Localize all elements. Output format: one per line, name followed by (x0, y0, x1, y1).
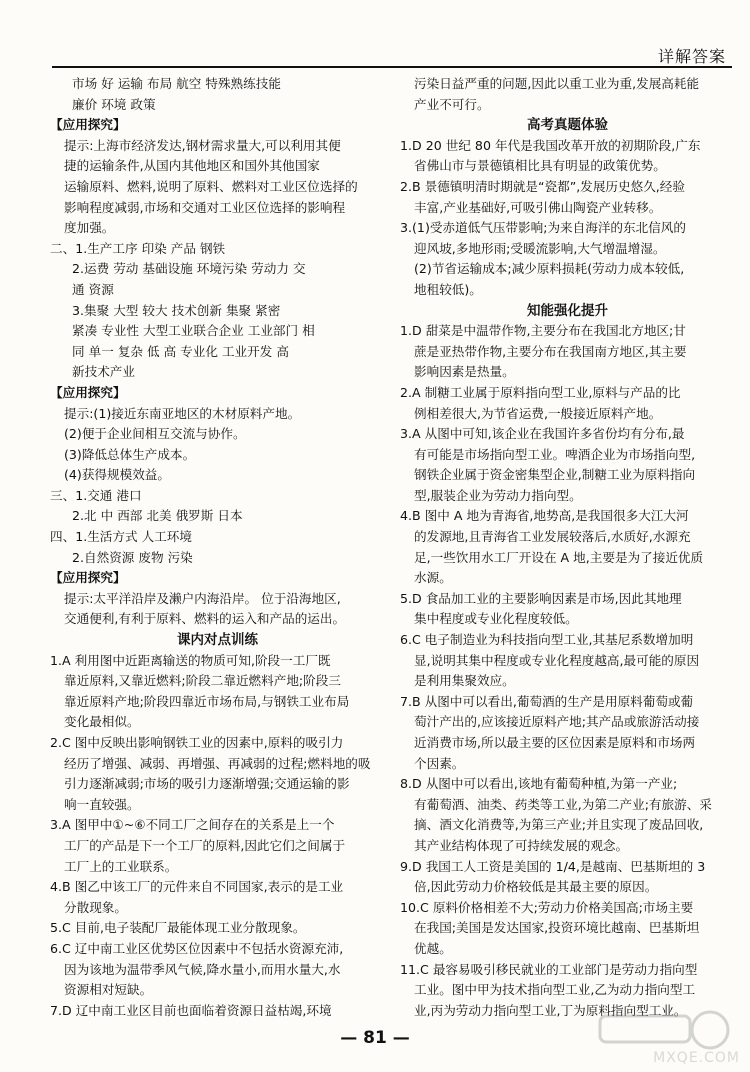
watermark-text: MXQE.COM (653, 1050, 740, 1066)
page-header-title: 详解答案 (657, 47, 726, 66)
text-line: 分散现象。 (64, 899, 127, 915)
text-line: 11.C 最容易吸引移民就业的工业部门是劳动力指向型 (400, 961, 698, 977)
text-line: 工业。图中甲为技术指向型工业,乙为动力指向型工 (414, 982, 696, 998)
text-line: 近消费市场,所以最主要的区位因素是原料和市场两 (414, 735, 696, 750)
text-line: 运输原料、燃料,说明了原料、燃料对工业区位选择的 (64, 178, 358, 194)
text-line: (2)节省运输成本;减少原料损耗(劳动力成本较低, (414, 261, 685, 277)
left-column (50, 74, 385, 1021)
text-line: 工厂上的工业联系。 (64, 858, 178, 874)
text-line: 2.A 制糖工业属于原料指向型工业,原料与产品的比 (400, 384, 681, 400)
text-line: 4.B 图中 A 地为青海省,地势高,是我国很多大江大河 (400, 508, 689, 524)
text-line: 1.D 甜菜是中温带作物,主要分布在我国北方地区;甘 (400, 323, 686, 339)
text-line: 是利用集聚效应。 (414, 673, 515, 689)
text-line: 市场 好 运输 布局 航空 特殊熟练技能 (72, 76, 281, 91)
text-line: 2.B 景德镇明清时期就是“瓷都”,发展历史悠久,经验 (400, 178, 685, 194)
text-line: 经历了增强、减弱、再增强、再减弱的过程;燃料地的吸 (64, 755, 371, 771)
text-line: 资源相对短缺。 (64, 982, 153, 998)
text-line: 10.C 原料价格相差不大;劳动力价格美国高;市场主要 (400, 899, 694, 915)
text-line: 提示:上海市经济发达,钢材需求量大,可以利用其便 (64, 137, 341, 153)
text-line: 4.B 图乙中该工厂的元件来自不同国家,表示的是工业 (50, 879, 344, 895)
section-heading: 高考真题体验 (527, 117, 608, 134)
text-line: 优越。 (414, 940, 452, 956)
text-line: 因为该地为温带季风气候,降水量小,而用水量大,水 (64, 961, 341, 977)
text-line: 7.D 辽中南工业区目前也面临着资源日益枯竭,环境 (50, 1002, 332, 1018)
text-line: 5.D 食品加工业的主要影响因素是市场,因此其地理 (400, 590, 682, 606)
text-line: 【应用探究】 (50, 570, 126, 586)
text-line: 工厂的产品是下一个工厂的原料,因此它们之间属于 (64, 837, 346, 853)
watermark-logo (590, 1008, 740, 1068)
text-line: 水源。 (414, 570, 452, 586)
text-line: 8.D 从图中可以看出,该地有葡萄种植,为第一产业; (400, 776, 678, 792)
text-line: 通 资源 (72, 281, 114, 297)
text-line: 萄汁产出的,应该接近原料产地;其产品或旅游活动接 (414, 714, 700, 730)
text-line: 蔗是亚热带作物,主要分布在我国南方地区,其主要 (414, 343, 687, 359)
text-line: 摘、酒文化消费等,为第三产业;并且实现了废品回收, (414, 817, 704, 833)
text-line: 【应用探究】 (50, 117, 126, 133)
text-line: 个因素。 (414, 755, 465, 771)
text-line: 足,一些饮用水工厂开设在 A 地,主要是为了接近优质 (414, 549, 704, 565)
text-line: 省佛山市与景德镇相比具有明显的政策优势。 (414, 158, 666, 174)
text-line: 3.集聚 大型 较大 技术创新 集聚 紧密 (72, 302, 281, 318)
text-line: 6.C 电子制造业为科技指向型工业,其基尼系数增加明 (400, 632, 694, 648)
text-line: 响一直较强。 (64, 796, 140, 812)
text-line: 6.C 辽中南工业区优势区位因素中不包括水资源充沛, (50, 940, 344, 956)
text-line: 产业不可行。 (414, 96, 490, 112)
page-number: — 81 — (340, 1028, 410, 1048)
text-line: 提示:(1)接近东南亚地区的木材原料产地。 (64, 405, 301, 421)
text-line: 其产业结构体现了可持续发展的观念。 (414, 837, 629, 853)
text-line: 例相差很大,为节省运费,一般接近原料产地。 (414, 405, 662, 421)
text-line: 提示:太平洋沿岸及濑户内海沿岸。 位于沿海地区, (64, 590, 341, 606)
text-line: 2.自然资源 废物 污染 (72, 549, 193, 565)
right-column (400, 74, 735, 1021)
text-line: 的发源地,且青海省工业发展较落后,水质好,水源充 (414, 529, 691, 545)
text-line: 交通便利,有利于原料、燃料的运入和产品的运出。 (64, 611, 346, 627)
text-line: 污染日益严重的问题,因此以重工业为重,发展高耗能 (414, 76, 700, 91)
text-line: 新技术产业 (72, 364, 135, 380)
text-line: (2)便于企业间相互交流与协作。 (64, 426, 246, 442)
text-line: 度加强。 (64, 220, 115, 236)
text-line: 在我国;美国是发达国家,投资环境比越南、巴基斯坦 (414, 920, 700, 936)
text-line: 倍,因此劳动力价格较低是其最主要的原因。 (414, 879, 658, 895)
text-line: 【应用探究】 (50, 384, 126, 400)
text-line: 四、1.生活方式 人工环境 (50, 529, 192, 545)
text-line: 2.C 图中反映出影响钢铁工业的因素中,原料的吸引力 (50, 735, 344, 750)
text-line: 集中程度或专业化程度较低。 (414, 611, 578, 627)
text-line: 变化最相似。 (64, 714, 140, 730)
text-line: 1.D 20 世纪 80 年代是我国改革开放的初期阶段,广东 (400, 137, 701, 153)
section-heading: 课内对点训练 (177, 632, 258, 649)
text-line: 业,丙为劳动力指向型工业,丁为原料指向型工业。 (414, 1002, 687, 1018)
text-line: 引力逐渐减弱;市场的吸引力逐渐增强;交通运输的影 (64, 776, 350, 792)
text-line: 5.C 目前,电子装配厂最能体现工业分散现象。 (50, 920, 306, 936)
header-divider (52, 66, 732, 68)
text-line: 有可能是市场指向型工业。啤酒企业为市场指向型, (414, 446, 696, 462)
text-line: 迎风坡,多地形雨;受暖流影响,大气增温增湿。 (414, 240, 666, 256)
text-line: 1.A 利用图中近距离输送的物质可知,阶段一工厂既 (50, 652, 331, 668)
text-line: 捷的运输条件,从国内其他地区和国外其他国家 (64, 158, 320, 174)
text-line: 靠近原料产地;阶段四靠近市场布局,与钢铁工业布局 (64, 693, 350, 709)
text-line: 3.(1)受赤道低气压带影响;为来自海洋的东北信风的 (400, 220, 686, 236)
text-line: 有葡萄酒、油类、药类等工业,为第二产业;有旅游、采 (414, 796, 712, 812)
text-line: (3)降低总体生产成本。 (64, 446, 196, 462)
text-line: 9.D 我国工人工资是美国的 1/4,是越南、巴基斯坦的 3 (400, 858, 706, 874)
text-line: 三、1.交通 港口 (50, 487, 142, 503)
text-line: 影响程度减弱,市场和交通对工业区位选择的影响程 (64, 199, 346, 215)
text-line: 地租较低)。 (414, 281, 482, 297)
text-line: 二、1.生产工序 印染 产品 钢铁 (50, 240, 226, 256)
section-heading: 知能强化提升 (527, 302, 608, 319)
text-line: 2.北 中 西部 北美 俄罗斯 日本 (72, 508, 243, 524)
text-line: 型,服装企业为劳动力指向型。 (414, 487, 582, 503)
text-line: (4)获得规模效益。 (64, 467, 170, 483)
text-line: 靠近原料,又靠近燃料;阶段二靠近燃料产地;阶段三 (64, 673, 341, 689)
text-line: 3.A 从图中可知,该企业在我国许多省份均有分布,最 (400, 426, 685, 442)
text-line: 丰富,产业基础好,可吸引佛山陶瓷产业转移。 (414, 199, 662, 215)
text-line: 影响因素是热量。 (414, 364, 515, 380)
text-line: 2.运费 劳动 基础设施 环境污染 劳动力 交 (72, 261, 306, 277)
text-line: 同 单一 复杂 低 高 专业化 工业开发 高 (72, 343, 289, 359)
text-line: 廉价 环境 政策 (72, 96, 156, 112)
text-line: 显,说明其集中程度或专业化程度越高,最可能的原因 (414, 652, 700, 668)
text-line: 钢铁企业属于资金密集型企业,制糖工业为原料指向 (414, 467, 696, 483)
text-line: 紧凑 专业性 大型工业联合企业 工业部门 相 (72, 323, 315, 339)
text-line: 7.B 从图中可以看出,葡萄酒的生产是用原料葡萄或葡 (400, 693, 694, 709)
text-line: 3.A 图甲中①~⑥不同工厂之间存在的关系是上一个 (50, 817, 335, 833)
